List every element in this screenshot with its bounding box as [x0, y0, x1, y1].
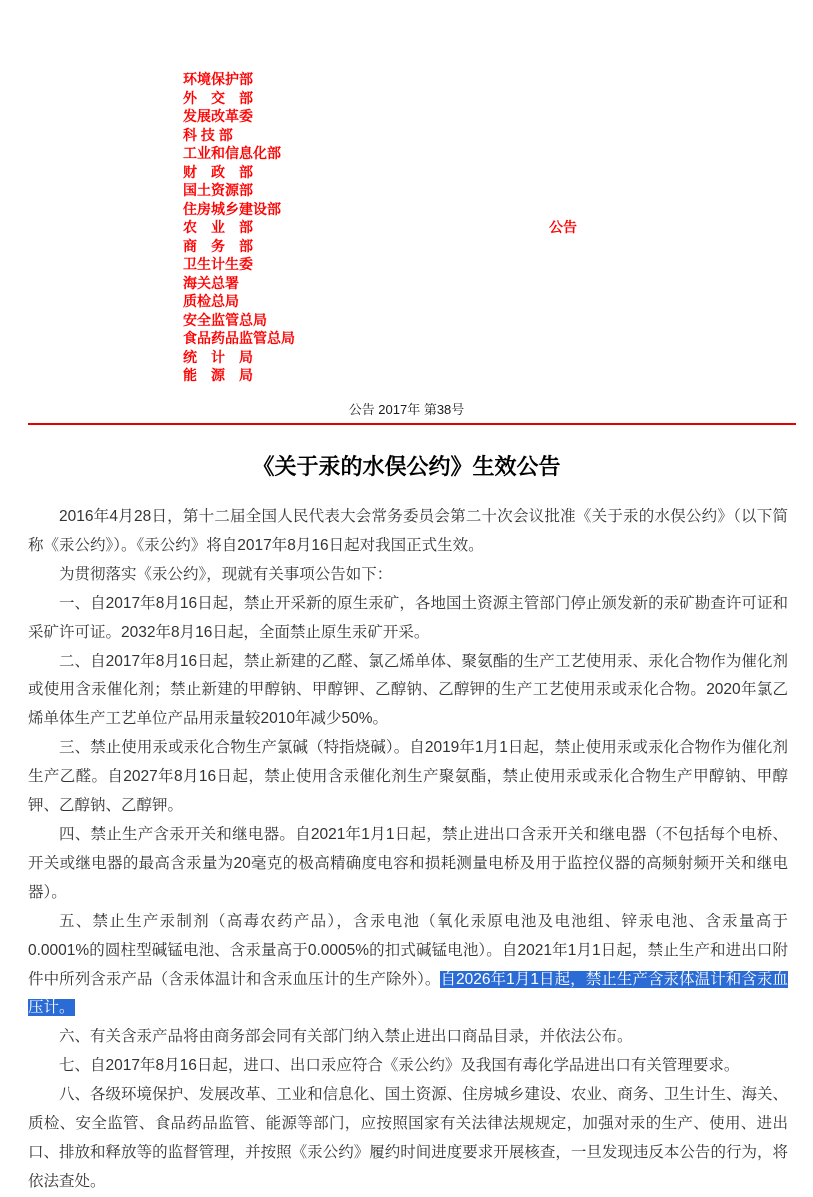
department-item: 卫生计生委: [183, 256, 253, 272]
paragraph: [28, 1081, 788, 1197]
paragraph: [28, 1052, 788, 1081]
red-divider-rule: [28, 423, 796, 425]
paragraph: [28, 503, 788, 561]
paragraph-text: 七、自2017年8月16日起，进口、出口汞应符合《汞公约》及我国有毒化学品进出口有关管理要求。: [59, 1057, 740, 1075]
paragraph-text: 一、自2017年8月16日起，禁止开采新的原生汞矿，各地国土资源主管部门停止颁发新的汞矿勘查许可证和采矿许可证。2032年8月16日起，全面禁止原生汞矿开采。: [28, 594, 788, 641]
department-item: 环境保护部: [183, 71, 253, 87]
department-item: 财 政 部: [183, 163, 253, 180]
department-item: 商 务 部: [183, 237, 253, 254]
paragraph-text: 八、各级环境保护、发展改革、工业和信息化、国土资源、住房城乡建设、农业、商务、卫生计生、海关、质检、安全监管、食品药品监管、能源等部门，应按照国家有关法律法规规定，加强对汞的生产、使用、进出口、排放和释放等的监督管理，并按照《汞公约》履约时间进度要求开展核查，一旦发现违反本公告的行为，将依法查处。: [28, 1086, 788, 1190]
department-item: 食品药品监管总局: [183, 330, 295, 346]
department-item: 农 业 部: [183, 219, 253, 235]
announcement-body: [28, 503, 788, 1197]
department-item: 工业和信息化部: [183, 145, 281, 161]
department-list: [183, 70, 295, 385]
paragraph-text: 四、禁止生产含汞开关和继电器。自2021年1月1日起，禁止进出口含汞开关和继电器（不包括每个电桥、开关或继电器的最高含汞量为20毫克的极高精确度电容和损耗测量电桥及用于监控仪器的高频射频开关和继电器）。: [28, 825, 788, 901]
highlighted-sentence: 自2026年1月1日起，禁止生产含汞体温计和含汞血压计。: [28, 970, 788, 1017]
paragraph: [28, 561, 788, 590]
paragraph: [28, 590, 788, 648]
department-item: 发展改革委: [183, 108, 253, 124]
department-item: 海关总署: [183, 274, 239, 291]
page-title: 《关于汞的水俣公约》生效公告: [252, 454, 561, 479]
department-item: 科 技 部: [183, 126, 233, 143]
paragraph: [28, 821, 788, 908]
paragraph: [28, 1023, 788, 1052]
paragraph-text: 2016年4月28日，第十二届全国人民代表大会常务委员会第二十次会议批准《关于汞的水俣公约》（以下简称《汞公约》）。《汞公约》将自2017年8月16日起对我国正式生效。: [28, 508, 788, 554]
doc-number: 公告 2017年 第38号: [348, 402, 465, 417]
paragraph-text: 五、禁止生产汞制剂（高毒农药产品），含汞电池（氧化汞原电池及电池组、锌汞电池、含汞量高于0.0001%的圆柱型碱锰电池、含汞量高于0.0005%的扣式碱锰电池）。自2021年1月1日起，禁止生产和进出口附件中所列含汞产品（含汞体温计和含汞血压计的生产除外）。: [28, 912, 788, 988]
paragraph: [28, 648, 788, 735]
department-item: 质检总局: [183, 293, 239, 309]
department-item: 国土资源部: [183, 182, 253, 198]
paragraph-text: 六、有关含汞产品将由商务部会同有关部门纳入禁止进出口商品目录，并依法公布。: [59, 1028, 633, 1046]
department-item: 外 交 部: [183, 89, 253, 106]
paragraph-text: 三、禁止使用汞或汞化合物生产氯碱（特指烧碱）。自2019年1月1日起，禁止使用汞或汞化合物作为催化剂生产乙醛。自2027年8月16日起，禁止使用含汞催化剂生产聚氨酯，禁止使用汞或汞化合物生产甲醇钠、甲醇钾、乙醇钠、乙醇钾。: [28, 739, 788, 815]
right-announcement-label: 公告: [549, 219, 577, 235]
department-item: 统 计 局: [183, 348, 253, 365]
paragraph: [28, 734, 788, 821]
paragraph-text: 为贯彻落实《汞公约》，现就有关事项公告如下：: [59, 565, 393, 583]
department-item: 安全监管总局: [183, 311, 267, 328]
paragraph-text: 二、自2017年8月16日起，禁止新建的乙醛、氯乙烯单体、聚氨酯的生产工艺使用汞、汞化合物作为催化剂或使用含汞催化剂；禁止新建的甲醇钠、甲醇钾、乙醇钠、乙醇钾的生产工艺使用汞或汞化合物。2020年氯乙烯单体生产工艺单位产品用汞量较2010年减少50%。: [28, 652, 788, 728]
paragraph: [28, 908, 788, 1024]
department-item: 住房城乡建设部: [183, 200, 281, 217]
department-item: 能 源 局: [183, 367, 253, 383]
